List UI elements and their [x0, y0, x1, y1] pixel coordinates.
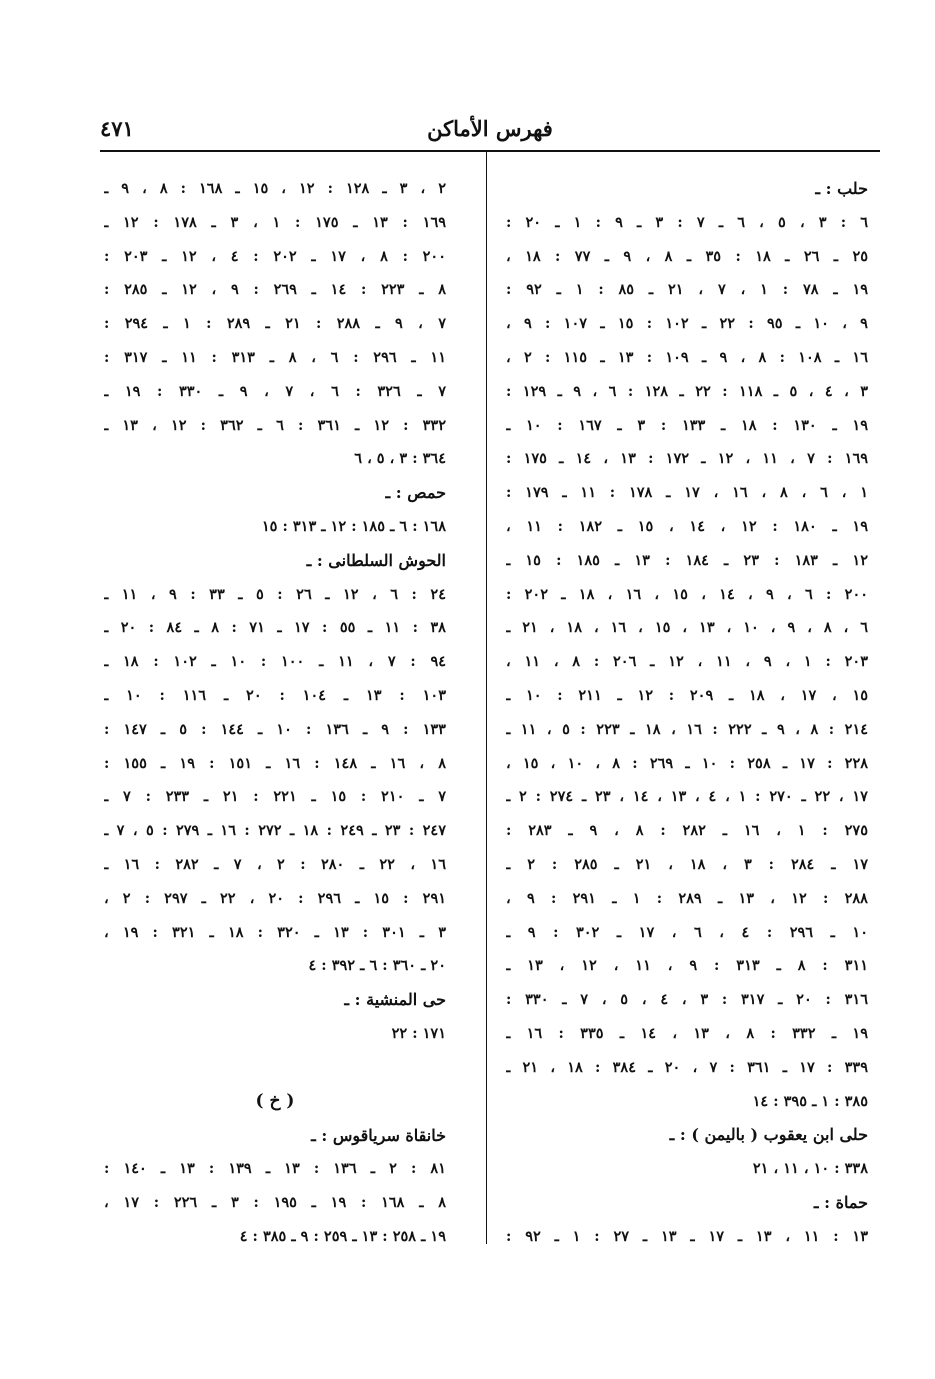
- index-entry-heading: خانقاة سرياقوس : ـ: [311, 1125, 446, 1145]
- letter-section-heading: ( خ ): [255, 1090, 295, 1111]
- index-references-line: ٣ ـ ٣٠١ : ١٣ ـ ٣٢٠ : ١٨ ـ ٣٢١ : ١٩ ،: [104, 923, 446, 941]
- index-entry-heading: حلى ابن يعقوب ( باليمن ) : ـ: [669, 1125, 868, 1145]
- index-references-line: ٩٤ : ٧ ، ١١ ـ ١٠٠ : ١٠ ـ ١٠٢ : ١٨ ـ: [104, 653, 446, 671]
- index-references-line: ١٧ ـ ٢٨٤ : ٣ ، ١٨ ، ٢١ ـ ٢٨٥ : ٢ ـ: [506, 855, 868, 873]
- header-rule: [100, 150, 880, 152]
- index-references-line: ١٠ ـ ٢٩٦ : ٤ ، ٦ ، ١٧ ـ ٣٠٢ : ٩ ـ: [506, 923, 868, 941]
- index-references-line: ١٩ ـ ١٣٠ : ١٨ ـ ١٣٣ : ٣ ـ ١٦٧ : ١٠ ـ: [506, 416, 868, 434]
- index-references-line: ٢٨٨ : ١٢ ، ١٣ ـ ٢٨٩ : ١ ـ ٢٩١ : ٩ ،: [506, 889, 868, 907]
- index-references-line: ٢٧٥ : ١ ، ١٦ ـ ٢٨٢ : ٨ ، ٩ ـ ٢٨٣ :: [506, 822, 868, 840]
- index-references-line: ٢٢٨ : ١٧ ـ ٢٥٨ : ١٠ ـ ٢٦٩ : ٨ ، ١٠ ، ١٥ ،: [506, 754, 868, 772]
- index-references-line: ٨ ـ ١٦٨ : ١٩ ـ ١٩٥ : ٣ ـ ٢٢٦ : ١٧ ،: [104, 1194, 446, 1212]
- index-references-line: ٣٨٥ : ١ ـ ٣٩٥ : ١٤: [752, 1092, 868, 1110]
- index-references-line: ٣٣٢ : ١٢ ـ ٣٦١ : ٦ ـ ٣٦٢ : ١٢ ، ١٣ ـ: [104, 416, 446, 434]
- index-entry-heading: حى المنشية : ـ: [344, 990, 446, 1010]
- index-references-line: ٢٤٧ : ٢٣ ـ ٢٤٩ : ١٨ ـ ٢٧٢ : ١٦ ـ ٢٧٩ : ٥ ، ٧ ـ: [104, 822, 446, 840]
- index-references-line: ٣٣٩ : ١٧ ـ ٣٦١ : ٧ ، ٢٠ ـ ٣٨٤ : ١٨ ، ٢١ ـ: [506, 1058, 868, 1076]
- index-references-line: ٢٠٠ : ٨ ، ١٧ ـ ٢٠٢ : ٤ ، ١٢ ـ ٢٠٣ :: [104, 247, 446, 265]
- index-references-line: ٣٣٨ : ١٠ ، ١١ ، ٢١: [752, 1160, 868, 1178]
- index-references-line: ٢٩١ : ١٥ ـ ٢٩٦ : ٢٠ ، ٢٢ ـ ٢٩٧ : ٢ ،: [104, 889, 446, 907]
- index-references-line: ٩ ، ١٠ ـ ٩٥ : ٢٢ ـ ١٠٢ : ١٥ ـ ١٠٧ : ٩ ،: [506, 315, 868, 333]
- page-title: فهرس الأماكن: [427, 116, 553, 141]
- index-references-line: ٣٨ : ١١ ـ ٥٥ : ١٧ ـ ٧١ : ٨ ـ ٨٤ : ٢٠ ـ: [104, 619, 446, 637]
- index-references-line: ١٥ ، ١٧ ، ١٨ ـ ٢٠٩ : ١٢ ـ ٢١١ : ١٠ ـ: [506, 686, 868, 704]
- index-references-line: ١٦ ، ٢٢ ـ ٢٨٠ : ٢ ، ٧ ـ ٢٨٢ : ١٦ ـ: [104, 855, 446, 873]
- index-references-line: ١٦ ـ ١٠٨ : ٨ ، ٩ ـ ١٠٩ : ١٣ ـ ١١٥ : ٢ ،: [506, 348, 868, 366]
- index-references-line: ٢٠٣ : ١ ، ٩ ، ١١ ، ١٢ ـ ٢٠٦ : ٨ ، ١١ ،: [506, 653, 868, 671]
- index-references-line: ١٩ ـ ٢٥٨ : ١٣ ـ ٢٥٩ : ٩ ـ ٣٨٥ : ٤: [239, 1227, 446, 1245]
- spacer: [104, 1051, 446, 1085]
- index-references-line: ١٠٣ : ١٣ ـ ١٠٤ : ٢٠ ـ ١١٦ : ١٠ ـ: [104, 686, 446, 704]
- index-references-line: ١٩ ـ ٧٨ : ١ ، ٧ ، ٢١ ـ ٨٥ : ١ ـ ٩٢ :: [506, 281, 868, 299]
- index-references-line: ٢٠ ـ ٣٦٠ : ٦ ـ ٣٩٢ : ٤: [308, 957, 446, 975]
- index-references-line: ٢١٤ : ٨ ، ٩ ـ ٢٢٢ : ١٦ ، ١٨ ـ ٢٢٣ : ٥ ، ١١ ـ: [506, 720, 868, 738]
- index-references-line: ٨ ، ١٦ ـ ١٤٨ : ١٦ ـ ١٥١ : ١٩ ـ ١٥٥ :: [104, 754, 446, 772]
- index-references-line: ١٩ ـ ١٨٠ : ١٢ ، ١٤ ، ١٥ ـ ١٨٢ : ١١ ،: [506, 517, 868, 535]
- index-references-line: ١٣ : ١١ ، ١٣ ـ ١٧ ـ ١٣ ـ ٢٧ : ١ ـ ٩٢ :: [506, 1227, 868, 1245]
- index-references-line: ١ ، ٦ ، ٨ ، ١٦ ، ١٧ ـ ١٧٨ : ١١ ـ ١٧٩ :: [506, 484, 868, 502]
- index-references-line: ٣٦٤ : ٣ ، ٥ ، ٦: [354, 450, 446, 468]
- index-references-line: ١٧ ، ٢٢ ـ ٢٧٠ : ١ ، ٤ ، ١٣ ، ١٤ ، ٢٣ ـ ٢٧٤ : ٢ ـ: [506, 788, 868, 806]
- index-references-line: ١٩ ـ ٣٣٢ : ٨ ، ١٣ ، ١٤ ـ ٣٣٥ : ١٦ ـ: [506, 1024, 868, 1042]
- index-references-line: ٧ ـ ٣٢٦ : ٦ ، ٧ ، ٩ ـ ٣٣٠ : ١٩ ـ: [104, 382, 446, 400]
- index-references-line: ٨ ـ ٢٢٣ : ١٤ ـ ٢٦٩ : ٩ ، ١٢ ـ ٢٨٥ :: [104, 281, 446, 299]
- index-entry-heading: الحوش السلطانى : ـ: [306, 550, 446, 570]
- index-entry-heading: حمص : ـ: [385, 483, 446, 503]
- index-references-line: ٧ ، ٩ ـ ٢٨٨ : ٢١ ـ ٢٨٩ : ١ ـ ٢٩٤ :: [104, 315, 446, 333]
- index-references-line: ٨١ : ٢ ـ ١٣٦ : ١٣ ـ ١٣٩ : ١٣ ـ ١٤٠ :: [104, 1160, 446, 1178]
- index-references-line: ٦ : ٣ ، ٥ ، ٦ ـ ٧ : ٣ ـ ٩ : ١ ـ ٢٠ :: [506, 213, 868, 231]
- index-references-line: ٢ ، ٣ ـ ١٢٨ : ١٢ ، ١٥ ـ ١٦٨ : ٨ ، ٩ ـ: [104, 180, 446, 197]
- index-references-line: ١٦٨ : ٦ ـ ١٨٥ : ١٢ ـ ٣١٣ : ١٥: [261, 517, 446, 535]
- index-entry-heading: حلب : ـ: [815, 179, 868, 198]
- index-references-line: ٢٠٠ : ٦ ، ٩ ، ١٤ ، ١٥ ، ١٦ ، ١٨ ـ ٢٠٢ :: [506, 585, 868, 603]
- index-references-line: ٦ ، ٨ ، ٩ ، ١٠ ، ١٣ ، ١٥ ، ١٦ ، ١٨ ، ٢١ ـ: [506, 619, 868, 637]
- page-header: [100, 112, 880, 146]
- index-references-line: ١١ ـ ٢٩٦ : ٦ ، ٨ ـ ٣١٣ : ١١ ـ ٣١٧ :: [104, 348, 446, 366]
- index-references-line: ١٧١ : ٢٢: [391, 1024, 446, 1042]
- right-column: [506, 172, 868, 1254]
- index-references-line: ٣ ، ٤ ، ٥ ـ ١١٨ : ٢٢ ـ ١٢٨ : ٦ ، ٩ ـ ١٢٩ :: [506, 382, 868, 400]
- index-references-line: ٧ ـ ٢١٠ : ١٥ ـ ٢٢١ : ٢١ ـ ٢٣٣ : ٧ ـ: [104, 788, 446, 806]
- index-references-line: ٣١١ : ٨ ـ ٣١٣ : ٩ ، ١١ ، ١٢ ، ١٣ ـ: [506, 957, 868, 975]
- index-references-line: ١٣٣ : ٩ ـ ١٣٦ : ١٠ ـ ١٤٤ : ٥ ـ ١٤٧ :: [104, 720, 446, 738]
- index-references-line: ٢٥ ـ ٢٦ ـ ١٨ : ٣٥ ـ ٨ ، ٩ ـ ٧٧ : ١٨ ،: [506, 247, 868, 265]
- left-column: [104, 172, 446, 1254]
- index-references-line: ١٢ ـ ١٨٣ : ٢٣ ـ ١٨٤ : ١٣ ـ ١٨٥ : ١٥ ـ: [506, 551, 868, 569]
- column-divider: [486, 152, 487, 1244]
- index-references-line: ٣١٦ : ٢٠ ـ ٣١٧ : ٣ ، ٤ ، ٥ ، ٧ ـ ٣٣٠ :: [506, 991, 868, 1009]
- index-entry-heading: حماة : ـ: [813, 1192, 868, 1212]
- index-references-line: ١٦٩ : ٧ ، ١١ ، ١٢ ـ ١٧٢ : ١٣ ، ١٤ ـ ١٧٥ :: [506, 450, 868, 468]
- page-number: ٤٧١: [100, 116, 134, 141]
- index-references-line: ٢٤ : ٦ ، ١٢ ـ ٢٦ : ٥ ـ ٣٣ : ٩ ، ١١ ـ: [104, 585, 446, 603]
- index-references-line: ١٦٩ : ١٣ ـ ١٧٥ : ١ ، ٣ ـ ١٧٨ : ١٢ ـ: [104, 213, 446, 231]
